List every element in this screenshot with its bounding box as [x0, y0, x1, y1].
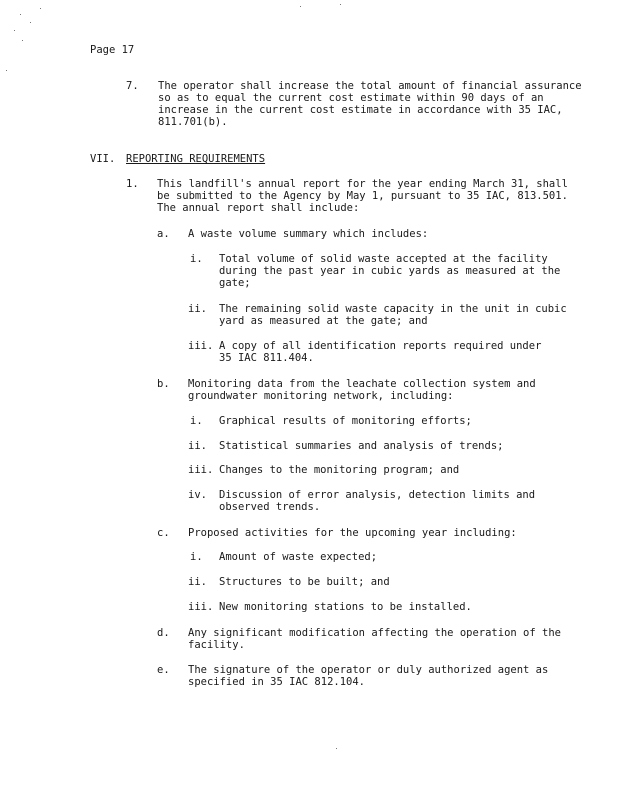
sub-item-line: New monitoring stations to be installed.	[219, 601, 472, 613]
sub-item-line: gate;	[219, 277, 251, 289]
item-1-line: This landfill's annual report for the year ending March 31, shall	[157, 178, 568, 190]
sub-item-number: ii.	[188, 576, 207, 588]
sub-item-line: observed trends.	[219, 501, 321, 513]
item-7-line: 811.701(b).	[158, 116, 228, 128]
page-number: Page 17	[90, 44, 135, 56]
sub-item-number: iii.	[188, 601, 214, 613]
item-c-text: Proposed activities for the upcoming year including:	[188, 527, 517, 539]
item-b-line: groundwater monitoring network, including:	[188, 390, 454, 402]
item-b-letter: b.	[157, 378, 170, 390]
sub-item-line: Changes to the monitoring program; and	[219, 464, 460, 476]
item-1-number: 1.	[126, 178, 139, 190]
sub-item-number: ii.	[188, 303, 207, 315]
sub-item-line: Amount of waste expected;	[219, 551, 378, 563]
sub-item-line: Total volume of solid waste accepted at the facility	[219, 253, 548, 265]
sub-item-line: Graphical results of monitoring efforts;	[219, 415, 472, 427]
sub-item-line: yard as measured at the gate; and	[219, 315, 428, 327]
sub-item-number: iv.	[188, 489, 207, 501]
sub-item-line: Statistical summaries and analysis of trends;	[219, 440, 504, 452]
item-e-line: The signature of the operator or duly authorized agent as	[188, 664, 549, 676]
item-e-line: specified in 35 IAC 812.104.	[188, 676, 366, 688]
item-7-number: 7.	[126, 80, 139, 92]
sub-item-number: i.	[190, 415, 203, 427]
item-1-line: The annual report shall include:	[157, 202, 360, 214]
item-c-letter: c.	[157, 527, 170, 539]
item-a-text: A waste volume summary which includes:	[188, 228, 429, 240]
item-1-line: be submitted to the Agency by May 1, pursuant to 35 IAC, 813.501.	[157, 190, 568, 202]
item-a-letter: a.	[157, 228, 170, 240]
sub-item-line: A copy of all identification reports required under	[219, 340, 542, 352]
sub-item-number: iii.	[188, 464, 214, 476]
item-d-line: Any significant modification affecting the operation of the	[188, 627, 561, 639]
sub-item-number: ii.	[188, 440, 207, 452]
sub-item-line: The remaining solid waste capacity in the unit in cubic	[219, 303, 567, 315]
item-b-line: Monitoring data from the leachate collection system and	[188, 378, 536, 390]
sub-item-line: Discussion of error analysis, detection limits and	[219, 489, 536, 501]
item-7-line: The operator shall increase the total amount of financial assurance	[158, 80, 582, 92]
item-7-line: so as to equal the current cost estimate within 90 days of an	[158, 92, 544, 104]
sub-item-line: during the past year in cubic yards as measured at the	[219, 265, 561, 277]
item-d-letter: d.	[157, 627, 170, 639]
sub-item-line: Structures to be built; and	[219, 576, 390, 588]
sub-item-line: 35 IAC 811.404.	[219, 352, 314, 364]
item-7-line: increase in the current cost estimate in accordance with 35 IAC,	[158, 104, 563, 116]
section-number: VII.	[90, 153, 116, 165]
section-title: REPORTING REQUIREMENTS	[126, 153, 266, 165]
sub-item-number: i.	[190, 551, 203, 563]
sub-item-number: i.	[190, 253, 203, 265]
item-d-line: facility.	[188, 639, 245, 651]
item-e-letter: e.	[157, 664, 170, 676]
sub-item-number: iii.	[188, 340, 214, 352]
